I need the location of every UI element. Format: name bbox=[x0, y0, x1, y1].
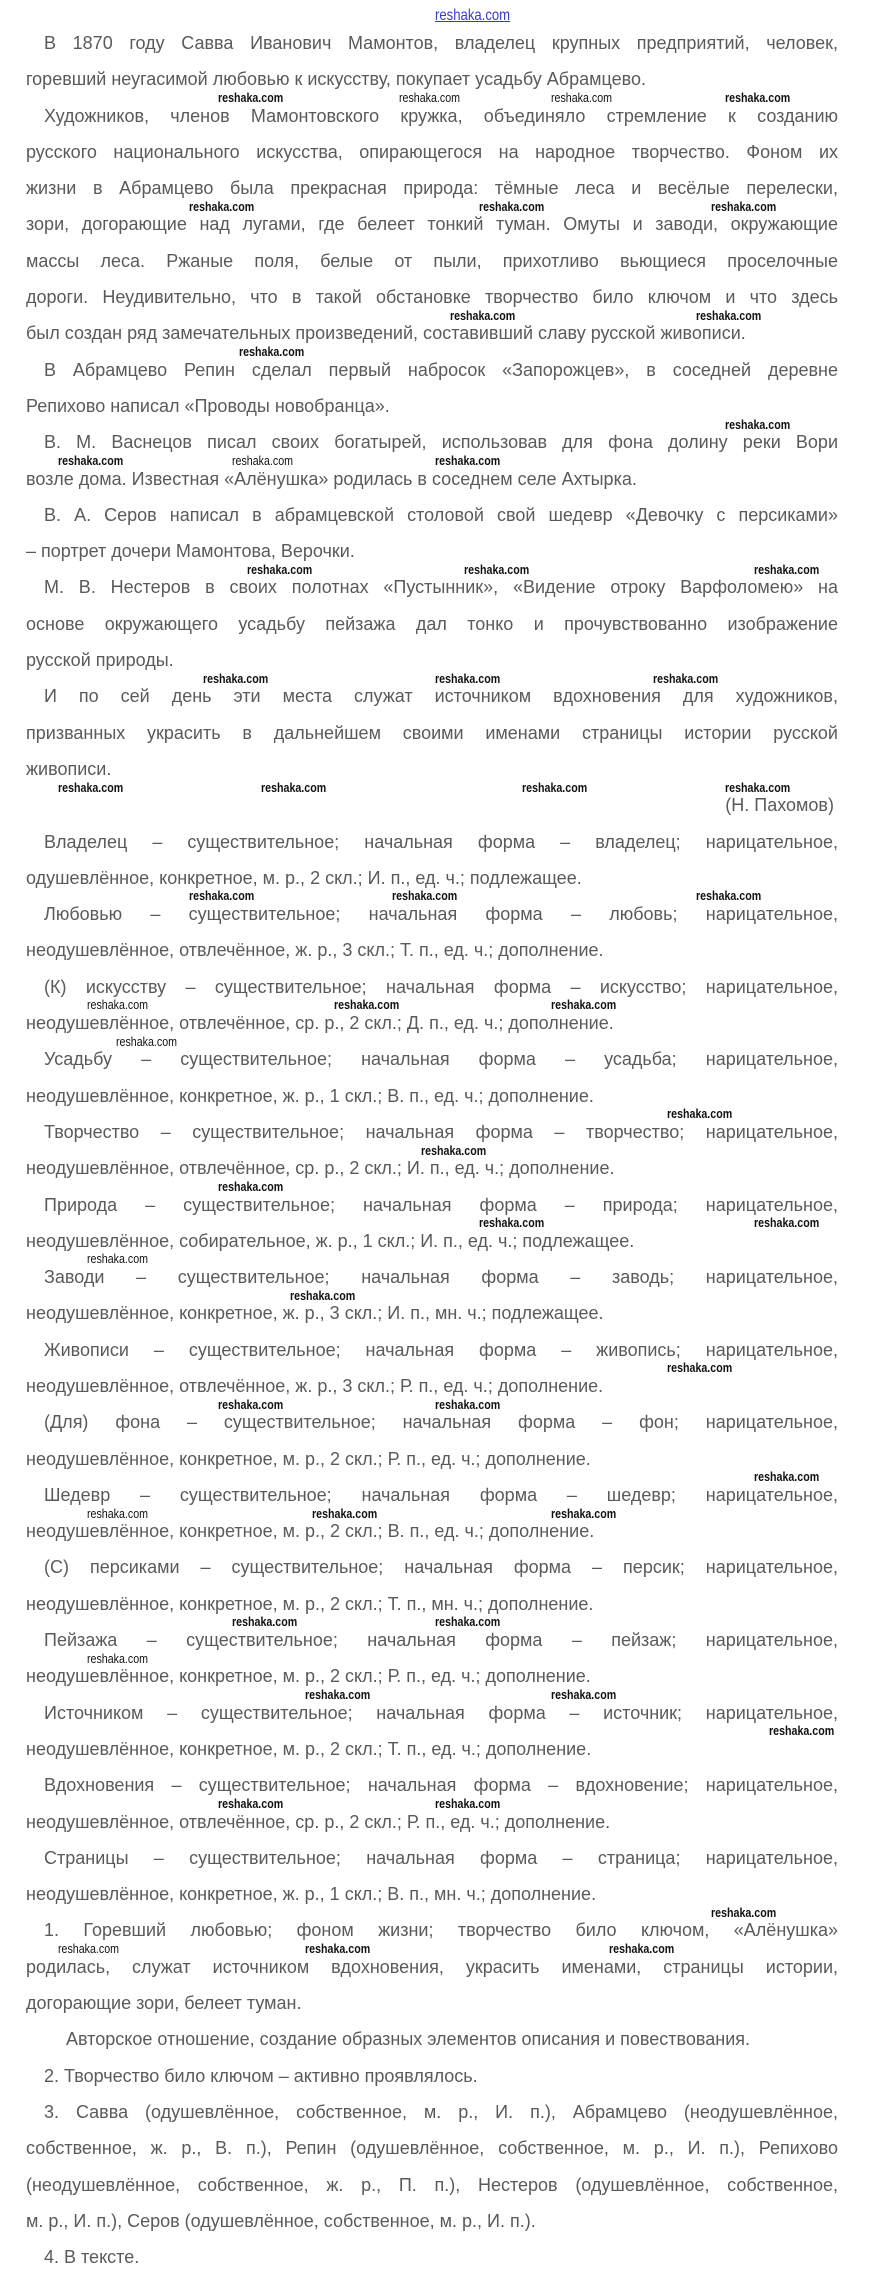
paragraph bbox=[26, 1775, 838, 1831]
text-line bbox=[26, 2066, 838, 2086]
text-line bbox=[26, 1703, 838, 1723]
text-line bbox=[26, 142, 838, 162]
text-line bbox=[26, 469, 838, 489]
text-line bbox=[26, 287, 838, 307]
text-line-content: 3. Савва (одушевлённое, собственное, м. р., И. п.), Абрамцево (неодушевлённое, bbox=[44, 2101, 838, 2122]
text-line bbox=[26, 1049, 838, 1069]
text-line bbox=[26, 1993, 838, 2013]
watermark: reshaka.com bbox=[479, 198, 545, 214]
paragraph bbox=[26, 832, 838, 888]
text-line-content: неодушевлённое, конкретное, ж. р., 1 скл.; В. п., мн. ч.; дополнение. bbox=[26, 1884, 597, 1905]
text-line-content: Страницы – существительное; начальная форма – страница; нарицательное, bbox=[44, 1847, 838, 1868]
watermark: reshaka.com bbox=[754, 1469, 820, 1485]
watermark: reshaka.com bbox=[435, 1614, 501, 1630]
watermark: reshaka.com bbox=[334, 997, 400, 1013]
watermark: reshaka.com bbox=[116, 1033, 178, 1049]
watermark: reshaka.com bbox=[87, 1251, 149, 1267]
text-line-content: И по сей день эти места служат источником вдохновения для художников, bbox=[44, 686, 838, 707]
text-line-content: Любовью – существительное; начальная форма – любовь; нарицательное, bbox=[44, 904, 838, 925]
text-line bbox=[26, 505, 838, 525]
text-line-content: неодушевлённое, отвлечённое, ср. р., 2 скл.; И. п., ед. ч.; дополнение. bbox=[26, 1158, 615, 1179]
text-line-content: 2. Творчество било ключом – активно проявлялось. bbox=[44, 2065, 478, 2086]
text-line bbox=[26, 832, 838, 852]
text-line bbox=[26, 1884, 838, 1904]
paragraph bbox=[26, 432, 838, 488]
watermark: reshaka.com bbox=[87, 1505, 149, 1521]
watermark[interactable]: reshaka.com bbox=[435, 7, 511, 25]
watermark: reshaka.com bbox=[247, 561, 313, 577]
text-line bbox=[26, 977, 838, 997]
watermark: reshaka.com bbox=[609, 1941, 675, 1957]
paragraph bbox=[26, 1848, 838, 1904]
text-line bbox=[26, 2247, 838, 2267]
paragraph bbox=[26, 1703, 838, 1759]
text-line-content: неодушевлённое, конкретное, ж. р., 1 скл.; В. п., ед. ч.; дополнение. bbox=[26, 1085, 594, 1106]
watermark: reshaka.com bbox=[239, 344, 305, 360]
watermark: reshaka.com bbox=[421, 1142, 487, 1158]
paragraph bbox=[26, 2247, 838, 2267]
paragraph bbox=[26, 360, 838, 416]
watermark: reshaka.com bbox=[653, 670, 719, 686]
watermark: reshaka.com bbox=[232, 1614, 298, 1630]
watermark: reshaka.com bbox=[551, 1687, 617, 1702]
text-line bbox=[26, 614, 838, 634]
watermark: reshaka.com bbox=[58, 779, 124, 795]
watermark: reshaka.com bbox=[218, 1795, 284, 1811]
text-line-content: В Абрамцево Репин сделал первый набросок «Запорожцев», в соседней деревне bbox=[44, 359, 838, 380]
text-line-content: неодушевлённое, конкретное, м. р., 2 скл.; Т. п., мн. ч.; дополнение. bbox=[26, 1593, 594, 1614]
text-line bbox=[26, 1521, 838, 1541]
text-line-content: Вдохновения – существительное; начальная форма – вдохновение; нарицательное, bbox=[44, 1775, 838, 1796]
text-line bbox=[26, 1231, 838, 1251]
watermark: reshaka.com bbox=[312, 1505, 378, 1521]
watermark: reshaka.com bbox=[290, 1287, 356, 1303]
text-line bbox=[26, 650, 838, 670]
watermark: reshaka.com bbox=[522, 779, 588, 795]
watermark: reshaka.com bbox=[218, 1396, 284, 1412]
text-line bbox=[26, 795, 838, 815]
watermark: reshaka.com bbox=[305, 1941, 371, 1957]
text-line-content: Авторское отношение, создание образных элементов описания и повествования. bbox=[66, 2029, 750, 2050]
text-line bbox=[26, 723, 838, 743]
watermark: reshaka.com bbox=[218, 1178, 284, 1194]
text-line bbox=[26, 33, 838, 53]
watermark: reshaka.com bbox=[667, 1106, 733, 1122]
text-line-content: призванных украсить в дальнейшем своими именами страницы истории русской bbox=[26, 722, 838, 743]
text-line bbox=[26, 69, 838, 89]
text-line-content: неодушевлённое, конкретное, м. р., 2 скл.; Т. п., ед. ч.; дополнение. bbox=[26, 1738, 592, 1759]
watermark: reshaka.com bbox=[435, 1795, 501, 1811]
paragraph bbox=[26, 1920, 838, 2013]
text-line-content: собственное, ж. р., В. п.), Репин (одушевлённое, собственное, м. р., И. п.), Репихово bbox=[26, 2138, 838, 2159]
text-line bbox=[26, 686, 838, 706]
text-line-content: одушевлённое, конкретное, м. р., 2 скл.; И. п., ед. ч.; подлежащее. bbox=[26, 867, 582, 888]
text-line-content: горевший неугасимой любовью к искусству, покупает усадьбу Абрамцево. bbox=[26, 69, 646, 90]
text-line bbox=[26, 396, 838, 416]
watermark: reshaka.com bbox=[58, 452, 124, 468]
paragraph bbox=[26, 904, 838, 960]
text-line-content: 1. Горевший любовью; фоном жизни; творчество било ключом, «Алёнушка» bbox=[44, 1920, 838, 1941]
paragraph bbox=[26, 2029, 838, 2049]
text-line bbox=[26, 577, 838, 597]
text-line-content: (неодушевлённое, собственное, ж. р., П. п.), Нестеров (одушевлённое, собственное, bbox=[26, 2174, 838, 2195]
text-line bbox=[26, 1630, 838, 1650]
text-line bbox=[26, 1848, 838, 1868]
text-line bbox=[26, 1957, 838, 1977]
text-line bbox=[26, 214, 838, 234]
watermark: reshaka.com bbox=[725, 89, 791, 105]
watermark: reshaka.com bbox=[58, 1941, 120, 1957]
watermark: reshaka.com bbox=[203, 670, 269, 686]
text-line bbox=[26, 1449, 838, 1469]
watermark: reshaka.com bbox=[769, 1723, 835, 1739]
text-line bbox=[26, 323, 838, 343]
watermark: reshaka.com bbox=[87, 1650, 149, 1666]
text-line bbox=[26, 2102, 838, 2122]
watermark: reshaka.com bbox=[232, 452, 294, 468]
watermark: reshaka.com bbox=[667, 1360, 733, 1376]
text-line-content: неодушевлённое, конкретное, м. р., 2 скл.; Р. п., ед. ч.; дополнение. bbox=[26, 1448, 591, 1469]
paragraph bbox=[26, 1412, 838, 1468]
text-line bbox=[26, 1557, 838, 1577]
text-line-content: жизни в Абрамцево была прекрасная природа: тёмные леса и весёлые перелески, bbox=[26, 178, 838, 199]
text-line-content: русского национального искусства, опирающегося на народное творчество. Фоном их bbox=[26, 141, 838, 162]
watermark: reshaka.com bbox=[261, 779, 327, 795]
text-line bbox=[26, 1920, 838, 1940]
watermark: reshaka.com bbox=[399, 89, 461, 105]
text-line-content: догорающие зори, белеет туман. bbox=[26, 1993, 302, 2014]
text-line-content: неодушевлённое, конкретное, ж. р., 3 скл.; И. п., мн. ч.; подлежащее. bbox=[26, 1303, 604, 1324]
watermark: reshaka.com bbox=[754, 1215, 820, 1231]
text-line-content: неодушевлённое, конкретное, м. р., 2 скл.; Р. п., ед. ч.; дополнение. bbox=[26, 1666, 591, 1687]
text-line-content: родилась, служат источником вдохновения, украсить именами, страницы истории, bbox=[26, 1956, 838, 1977]
watermark: reshaka.com bbox=[464, 561, 530, 577]
text-line bbox=[26, 2175, 838, 2195]
watermark: reshaka.com bbox=[711, 1904, 777, 1920]
text-line-content: русской природы. bbox=[26, 650, 174, 671]
text-line bbox=[26, 1013, 838, 1033]
text-line-content: Заводи – существительное; начальная форма – заводь; нарицательное, bbox=[44, 1267, 838, 1288]
text-line bbox=[26, 251, 838, 271]
text-line-content: (Н. Пахомов) bbox=[725, 795, 834, 816]
watermark: reshaka.com bbox=[305, 1687, 371, 1702]
text-line bbox=[26, 1775, 838, 1795]
text-line-content: 4. В тексте. bbox=[44, 2247, 140, 2268]
paragraph bbox=[26, 1557, 838, 1613]
text-line-content: Природа – существительное; начальная форма – природа; нарицательное, bbox=[44, 1194, 838, 1215]
text-line-content: неодушевлённое, отвлечённое, ж. р., 3 скл.; Р. п., ед. ч.; дополнение. bbox=[26, 1375, 604, 1396]
text-line bbox=[26, 1412, 838, 1432]
text-line-content: Творчество – существительное; начальная форма – творчество; нарицательное, bbox=[44, 1121, 838, 1142]
text-line bbox=[26, 904, 838, 924]
paragraph bbox=[26, 2066, 838, 2086]
text-line-content: Источником – существительное; начальная форма – источник; нарицательное, bbox=[44, 1702, 838, 1723]
text-line-content: неодушевлённое, конкретное, м. р., 2 скл.; В. п., ед. ч.; дополнение. bbox=[26, 1521, 595, 1542]
text-line bbox=[26, 178, 838, 198]
watermark: reshaka.com bbox=[711, 198, 777, 214]
text-line bbox=[26, 360, 838, 380]
text-line bbox=[26, 432, 838, 452]
paragraph bbox=[26, 505, 838, 561]
text-line bbox=[26, 1666, 838, 1686]
text-line bbox=[26, 1340, 838, 1360]
text-line-content: – портрет дочери Мамонтова, Верочки. bbox=[26, 541, 355, 562]
watermark: reshaka.com bbox=[450, 307, 516, 323]
watermark: reshaka.com bbox=[435, 452, 501, 468]
watermark: reshaka.com bbox=[551, 89, 613, 105]
text-line bbox=[26, 1195, 838, 1215]
text-line bbox=[26, 2029, 838, 2049]
watermark: reshaka.com bbox=[87, 997, 149, 1013]
watermark: reshaka.com bbox=[189, 888, 255, 904]
text-line-content: (С) персиками – существительное; начальная форма – персик; нарицательное, bbox=[44, 1557, 838, 1578]
text-line-content: неодушевлённое, отвлечённое, ср. р., 2 скл.; Д. п., ед. ч.; дополнение. bbox=[26, 1013, 614, 1034]
text-line bbox=[26, 940, 838, 960]
text-line-content: (Для) фона – существительное; начальная форма – фон; нарицательное, bbox=[44, 1412, 838, 1433]
text-line-content: массы леса. Ржаные поля, белые от пыли, прихотливо вьющиеся проселочные bbox=[26, 250, 838, 271]
text-line-content: неодушевлённое, отвлечённое, ж. р., 3 скл.; Т. п., ед. ч.; дополнение. bbox=[26, 940, 604, 961]
document-body bbox=[26, 33, 838, 2283]
watermark: reshaka.com bbox=[696, 888, 762, 904]
paragraph bbox=[26, 2102, 838, 2231]
watermark: reshaka.com bbox=[435, 1396, 501, 1412]
text-line bbox=[26, 541, 838, 561]
text-line-content: Художников, членов Мамонтовского кружка, объединяло стремление к созданию bbox=[44, 105, 838, 126]
watermark: reshaka.com bbox=[392, 888, 458, 904]
paragraph bbox=[26, 1267, 838, 1323]
text-line bbox=[26, 1122, 838, 1142]
text-line-content: Живописи – существительное; начальная форма – живопись; нарицательное, bbox=[44, 1339, 838, 1360]
paragraph bbox=[26, 1049, 838, 1105]
text-line bbox=[26, 2211, 838, 2231]
text-line bbox=[26, 2138, 838, 2158]
text-line-content: зори, догорающие над лугами, где белеет тонкий туман. Омуты и заводи, окружающие bbox=[26, 214, 838, 235]
text-line bbox=[26, 1303, 838, 1323]
text-line bbox=[26, 1267, 838, 1287]
watermark: reshaka.com bbox=[725, 416, 791, 432]
watermark: reshaka.com bbox=[725, 779, 791, 795]
text-line-content: Владелец – существительное; начальная форма – владелец; нарицательное, bbox=[44, 831, 838, 852]
text-line bbox=[26, 1376, 838, 1396]
text-line bbox=[26, 1158, 838, 1178]
watermark: reshaka.com bbox=[435, 670, 501, 686]
text-line-content: В. А. Серов написал в абрамцевской столовой свой шедевр «Девочку с персиками» bbox=[44, 504, 838, 525]
text-line bbox=[26, 868, 838, 888]
text-line-content: Усадьбу – существительное; начальная форма – усадьба; нарицательное, bbox=[44, 1049, 838, 1070]
text-line bbox=[26, 106, 838, 126]
author-signature bbox=[26, 795, 838, 815]
text-line-content: живописи. bbox=[26, 758, 112, 779]
paragraph bbox=[26, 577, 838, 670]
text-line-content: В. М. Васнецов писал своих богатырей, использовав для фона долину реки Вори bbox=[44, 432, 838, 453]
text-line bbox=[26, 1739, 838, 1759]
text-line bbox=[26, 1812, 838, 1832]
paragraph bbox=[26, 686, 838, 779]
text-line-content: м. р., И. п.), Серов (одушевлённое, собственное, м. р., И. п.). bbox=[26, 2210, 536, 2231]
watermark: reshaka.com bbox=[754, 561, 820, 577]
paragraph bbox=[26, 33, 838, 89]
watermark: reshaka.com bbox=[479, 1215, 545, 1231]
text-line bbox=[26, 1485, 838, 1505]
text-line-content: основе окружающего усадьбу пейзажа дал тонко и прочувствованно изображение bbox=[26, 613, 838, 634]
watermark: reshaka.com bbox=[696, 307, 762, 323]
text-line-content: В 1870 году Савва Иванович Мамонтов, владелец крупных предприятий, человек, bbox=[44, 33, 838, 53]
paragraph bbox=[26, 1195, 838, 1251]
text-line bbox=[26, 1594, 838, 1614]
watermark: reshaka.com bbox=[551, 1505, 617, 1521]
text-line-content: дороги. Неудивительно, что в такой обстановке творчество било ключом и что здесь bbox=[26, 287, 838, 308]
text-line-content: М. В. Нестеров в своих полотнах «Пустынник», «Видение отроку Варфоломею» на bbox=[44, 577, 838, 598]
text-line-content: был создан ряд замечательных произведений, составивший славу русской живописи. bbox=[26, 323, 746, 344]
text-line-content: Шедевр – существительное; начальная форма – шедевр; нарицательное, bbox=[44, 1484, 838, 1505]
text-line-content: неодушевлённое, собирательное, ж. р., 1 скл.; И. п., ед. ч.; подлежащее. bbox=[26, 1230, 635, 1251]
text-line bbox=[26, 759, 838, 779]
text-line bbox=[26, 1086, 838, 1106]
text-line-content: (К) искусству – существительное; начальная форма – искусство; нарицательное, bbox=[44, 976, 838, 997]
watermark: reshaka.com bbox=[218, 89, 284, 105]
watermark: reshaka.com bbox=[551, 997, 617, 1013]
text-line-content: Пейзажа – существительное; начальная форма – пейзаж; нарицательное, bbox=[44, 1630, 838, 1651]
text-line-content: возле дома. Известная «Алёнушка» родилась в соседнем селе Ахтырка. bbox=[26, 468, 637, 489]
watermark: reshaka.com bbox=[189, 198, 255, 214]
text-line-content: неодушевлённое, отвлечённое, ср. р., 2 скл.; Р. п., ед. ч.; дополнение. bbox=[26, 1811, 611, 1832]
text-line-content: Репихово написал «Проводы новобранца». bbox=[26, 395, 390, 416]
